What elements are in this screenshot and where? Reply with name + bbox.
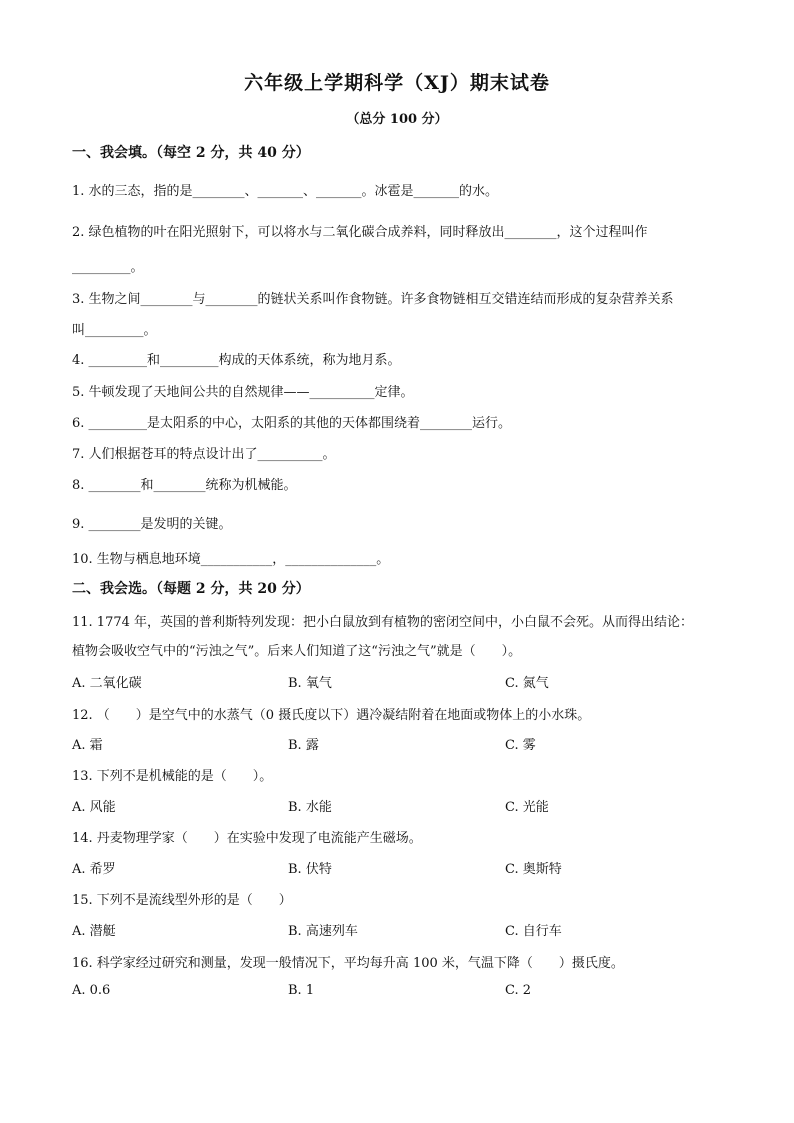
option-b: B. 1 bbox=[288, 983, 315, 998]
question-3-cont: 叫_________。 bbox=[72, 323, 157, 338]
question-6: 6. _________是太阳系的中心，太阳系的其他的天体都围绕着________运行。 bbox=[72, 416, 512, 431]
question-11-options bbox=[72, 672, 722, 692]
question-5: 5. 牛顿发现了天地间公共的自然规律——__________定律。 bbox=[72, 385, 414, 400]
question-11-cont: 植物会吸收空气中的“污浊之气”。后来人们知道了这“污浊之气”就是（ ）。 bbox=[72, 644, 522, 659]
question-2-cont: _________。 bbox=[72, 260, 144, 275]
question-3: 3. 生物之间________与________的链状关系叫作食物链。许多食物链相互交错连结而形成的复杂营养关系 bbox=[72, 292, 674, 307]
section-fill-heading: 一、我会填。（每空 2 分，共 40 分） bbox=[72, 145, 310, 161]
question-15-options bbox=[72, 920, 722, 940]
option-a: A. 希罗 bbox=[72, 862, 116, 877]
question-4: 4. _________和_________构成的天体系统，称为地月系。 bbox=[72, 353, 401, 368]
option-c: C. 奥斯特 bbox=[505, 862, 562, 877]
option-b: B. 氧气 bbox=[288, 676, 332, 691]
option-c: C. 自行车 bbox=[505, 924, 562, 939]
option-b: B. 水能 bbox=[288, 800, 332, 815]
question-13-options bbox=[72, 796, 722, 816]
option-a: A. 潜艇 bbox=[72, 924, 116, 939]
option-c: C. 氮气 bbox=[505, 676, 549, 691]
question-11: 11. 1774 年，英国的普利斯特列发现：把小白鼠放到有植物的密闭空间中，小白鼠不会死。从而得出结论： bbox=[72, 615, 694, 630]
option-b: B. 露 bbox=[288, 738, 319, 753]
question-2: 2. 绿色植物的叶在阳光照射下，可以将水与二氧化碳合成养料，同时释放出________，这个过程叫作 bbox=[72, 225, 648, 240]
question-7: 7. 人们根据苍耳的特点设计出了__________。 bbox=[72, 447, 336, 462]
question-10: 10. 生物与栖息地环境___________，______________。 bbox=[72, 552, 390, 567]
question-12-options bbox=[72, 734, 722, 754]
question-12: 12. （ ）是空气中的水蒸气（0 摄氏度以下）遇冷凝结附着在地面或物体上的小水珠。 bbox=[72, 708, 591, 723]
question-13: 13. 下列不是机械能的是（ ）。 bbox=[72, 769, 273, 784]
question-16-options bbox=[72, 983, 722, 1003]
option-c: C. 光能 bbox=[505, 800, 549, 815]
question-14-options bbox=[72, 858, 722, 878]
question-1: 1. 水的三态，指的是________、_______、_______。冰雹是_______的水。 bbox=[72, 184, 499, 199]
option-c: C. 2 bbox=[505, 983, 532, 998]
option-a: A. 风能 bbox=[72, 800, 116, 815]
question-14: 14. 丹麦物理学家（ ）在实验中发现了电流能产生磁场。 bbox=[72, 831, 422, 846]
question-15: 15. 下列不是流线型外形的是（ ） bbox=[72, 893, 292, 908]
question-8: 8. ________和________统称为机械能。 bbox=[72, 478, 297, 493]
question-9: 9. ________是发明的关键。 bbox=[72, 517, 232, 532]
question-16: 16. 科学家经过研究和测量，发现一般情况下，平均每升高 100 米，气温下降（ ）摄氏度。 bbox=[72, 956, 624, 971]
option-a: A. 二氧化碳 bbox=[72, 676, 142, 691]
total-score: （总分 100 分） bbox=[346, 112, 448, 127]
section-choice-heading: 二、我会选。（每题 2 分，共 20 分） bbox=[72, 581, 310, 597]
option-b: B. 高速列车 bbox=[288, 924, 358, 939]
option-a: A. 霜 bbox=[72, 738, 103, 753]
option-a: A. 0.6 bbox=[72, 983, 111, 998]
page-title: 六年级上学期科学（XJ）期末试卷 bbox=[244, 72, 550, 94]
option-c: C. 雾 bbox=[505, 738, 536, 753]
option-b: B. 伏特 bbox=[288, 862, 332, 877]
